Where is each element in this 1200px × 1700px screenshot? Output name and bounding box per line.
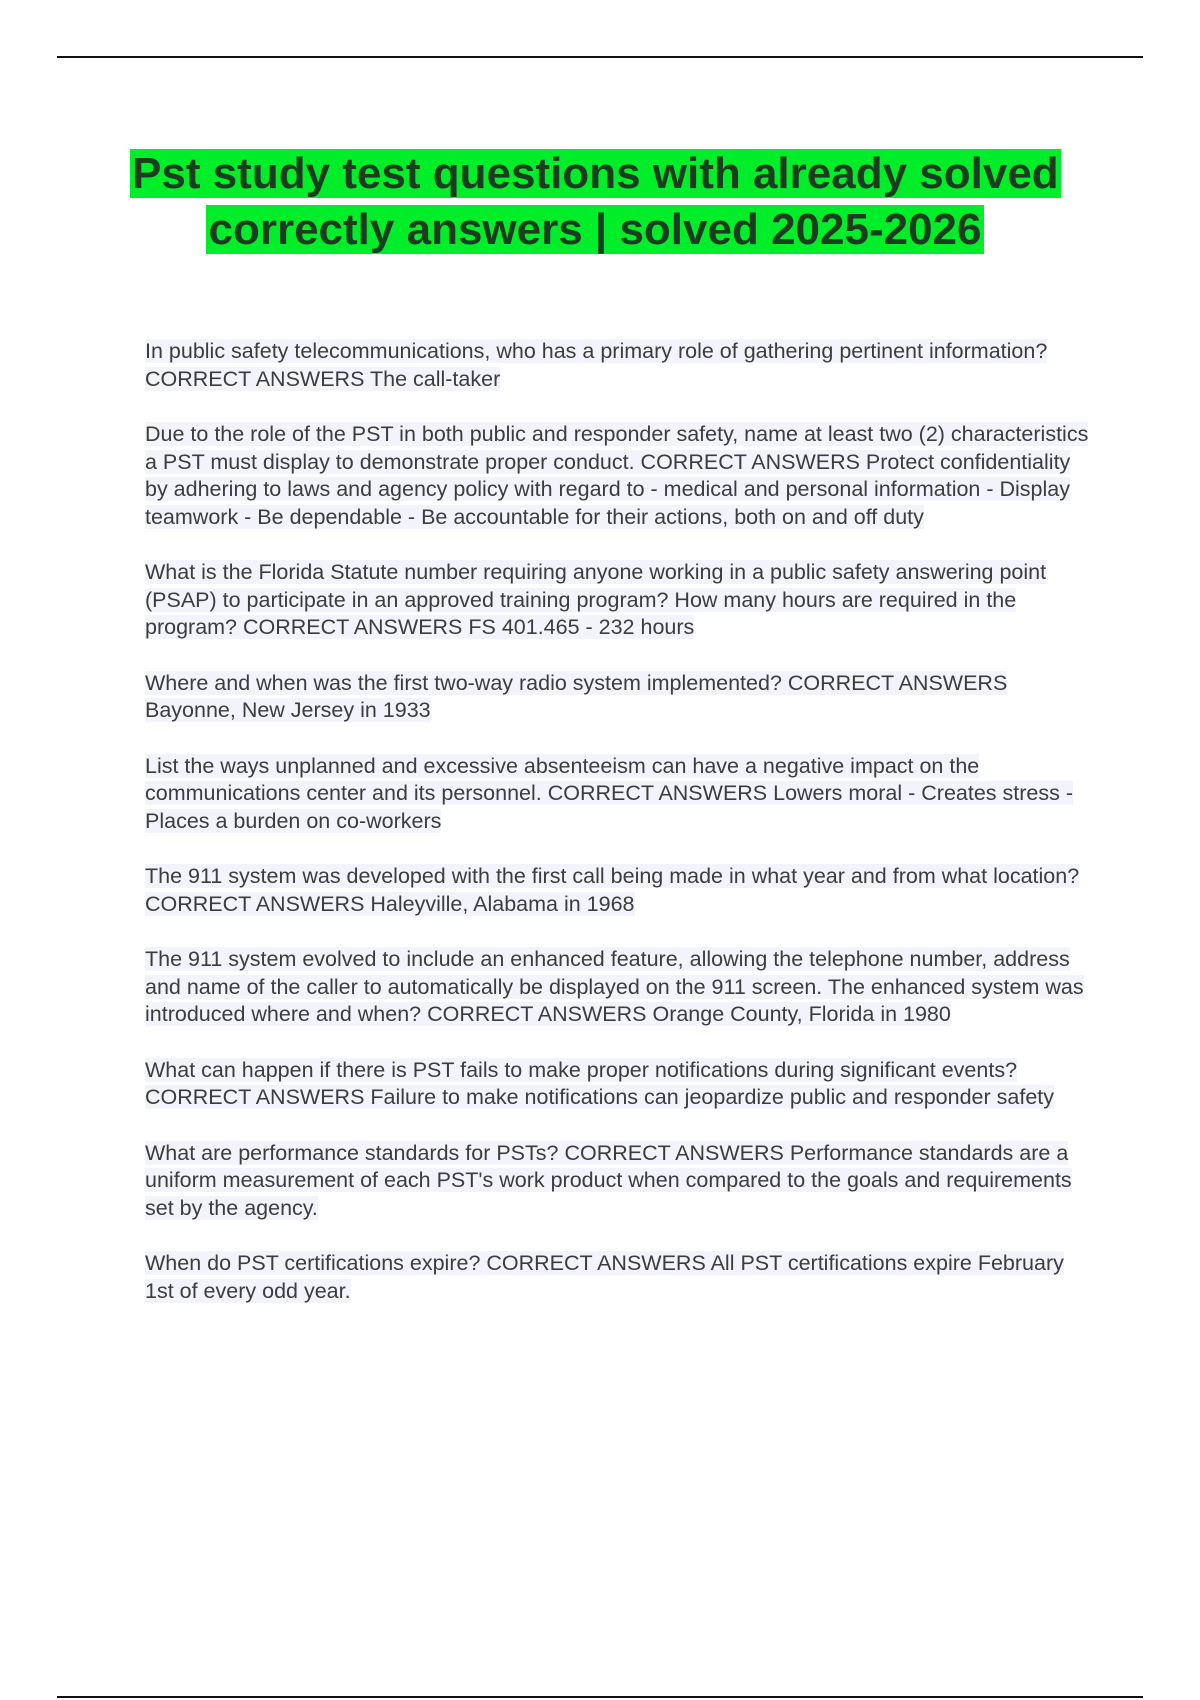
qa-entry <box>145 946 1095 1029</box>
qa-entry <box>145 1140 1095 1223</box>
qa-text: What is the Florida Statute number requiring anyone working in a public safety answering point (PSAP) to participate in an approved training program? How many hours are required in the program? CORRECT ANSWERS FS 401.465 - 232 hours <box>145 560 1047 639</box>
document-title: Pst study test questions with already solved correctly answers | solved 2025-2026 <box>132 149 1059 254</box>
qa-list <box>145 338 1095 1333</box>
qa-entry <box>145 559 1095 642</box>
qa-entry <box>145 670 1095 725</box>
qa-text: Due to the role of the PST in both public and responder safety, name at least two (2) characteristics a PST must display to demonstrate proper conduct. CORRECT ANSWERS Protect confidentiality by adhering to laws and agency policy with regard to - medical and personal information - Display teamwork - Be dependable - Be accountable for their actions, both on and off duty <box>145 422 1089 529</box>
qa-text: List the ways unplanned and excessive absenteeism can have a negative impact on the communications center and its personnel. CORRECT ANSWERS Lowers moral - Creates stress - Places a burden on co-workers <box>145 753 1073 833</box>
qa-entry <box>145 338 1095 393</box>
qa-entry <box>145 863 1095 918</box>
title-block <box>130 146 1060 258</box>
qa-text: The 911 system was developed with the first call being made in what year and from what location? CORRECT ANSWERS Haleyville, Alabama in 1968 <box>145 864 1080 916</box>
qa-text: The 911 system evolved to include an enhanced feature, allowing the telephone number, address and name of the caller to automatically be displayed on the 911 screen. The enhanced system was introduced where and when? CORRECT ANSWERS Orange County, Florida in 1980 <box>145 947 1084 1026</box>
footer-rule <box>57 1696 1143 1698</box>
qa-entry <box>145 1057 1095 1112</box>
qa-entry <box>145 753 1095 836</box>
qa-text: What can happen if there is PST fails to make proper notifications during significant events? CORRECT ANSWERS Failure to make notifications can jeopardize public and responder safety <box>145 1057 1054 1109</box>
qa-text: What are performance standards for PSTs? CORRECT ANSWERS Performance standards are a uniform measurement of each PST's work product when compared to the goals and requirements set by the agency. <box>145 1140 1072 1220</box>
qa-text: When do PST certifications expire? CORRECT ANSWERS All PST certifications expire February 1st of every odd year. <box>145 1251 1064 1303</box>
qa-entry <box>145 1250 1095 1305</box>
qa-text: In public safety telecommunications, who has a primary role of gathering pertinent information? CORRECT ANSWERS The call-taker <box>145 339 1048 391</box>
qa-entry <box>145 421 1095 531</box>
header-rule <box>57 56 1143 58</box>
qa-text: Where and when was the first two-way radio system implemented? CORRECT ANSWERS Bayonne, New Jersey in 1933 <box>145 670 1008 722</box>
